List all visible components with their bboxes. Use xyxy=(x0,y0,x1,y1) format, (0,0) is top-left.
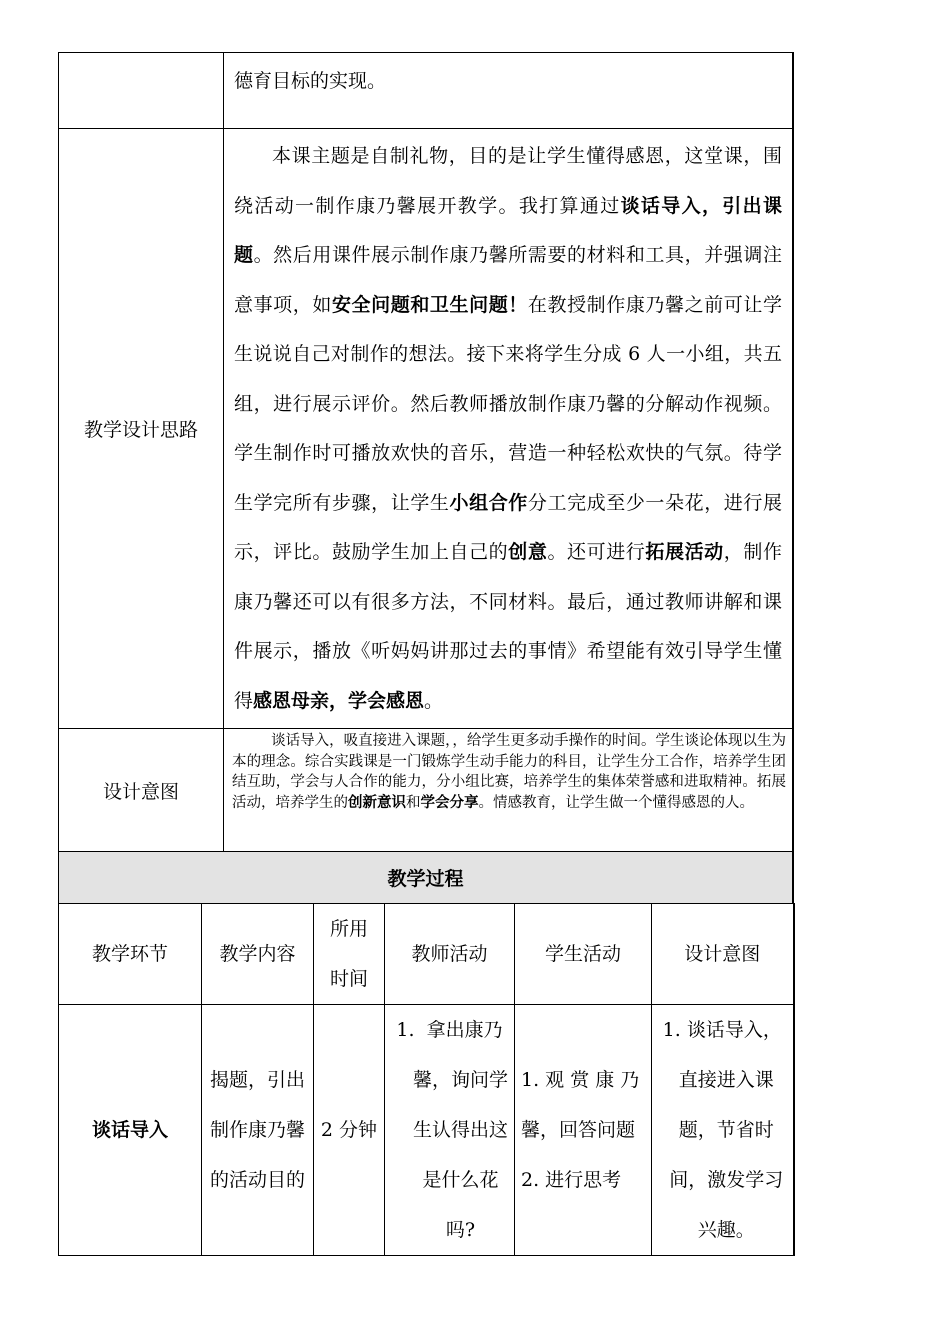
header-stage: 教学环节 xyxy=(59,904,202,1005)
design-thinking-segment: 感恩母亲，学会感恩 xyxy=(253,689,425,712)
design-thinking-segment: 在教授制作康乃馨之前可让学生说说自己对制作的想法。接下来将学生分成 6 人一小组，共五组，进行展示评价。然后教师播放制作康乃馨的分解动作视频。学生制作时可播放欢快的音乐，营造一种轻松欢快的气氛。待学生学完所有步骤，让学生 xyxy=(234,293,782,514)
row-moral-goal xyxy=(58,52,794,129)
intent-text xyxy=(652,1005,793,1255)
design-intent-segment: 。情感教育，让学生做一个懂得感恩的人。 xyxy=(478,794,754,811)
design-intent-segment: 创新意识 xyxy=(348,794,406,811)
row-label-empty xyxy=(59,53,224,128)
content-cell xyxy=(202,1005,314,1256)
teacher-item-text2: 馨，询问学生认得出这是什么花吗? xyxy=(413,1069,509,1241)
time-cell: 2 分钟 xyxy=(314,1005,385,1256)
design-thinking-segment: 。还可进行 xyxy=(547,541,646,563)
design-intent-segment: 谈话导入，吸直接进入课题，，给学生更多动手操作的时间。学生谈论体现以生为本的理念。综合实践课是一门锻炼学生动手能力的科目，让学生分工合作，培养学生团结互助，学会与人合作的能力，分小组比赛，培养学生的集体荣誉感和进取精神。拓展活动，培养学生的 xyxy=(232,733,786,811)
design-thinking-segment: 小组合作 xyxy=(449,491,528,514)
intent-line1: 1. 谈话导入， xyxy=(662,1019,782,1041)
row-design-thinking xyxy=(58,129,794,729)
design-thinking-paragraph xyxy=(234,132,782,726)
design-thinking-segment: 创意 xyxy=(508,541,548,563)
design-thinking-segment: 安全问题和卫生问题！ xyxy=(331,293,528,316)
design-thinking-segment: 。然后用课件展示制作康乃馨所需要的材料和工具，并强调注意事项，如 xyxy=(234,244,782,316)
teacher-cell xyxy=(385,1005,515,1256)
design-thinking-cell xyxy=(224,129,792,728)
design-thinking-segment: ，制作康乃馨还可以有很多方法，不同材料。最后，通过教师讲解和课件展示，播放《听妈妈讲那过去的事情》希望能有效引导学生懂得 xyxy=(234,541,782,712)
header-time-line2: 时间 xyxy=(329,968,368,990)
design-thinking-label: 教学设计思路 xyxy=(59,129,224,728)
process-header-row xyxy=(59,904,794,1005)
design-thinking-segment: 拓展活动 xyxy=(645,541,724,563)
row-design-intent xyxy=(58,729,794,852)
header-intent: 设计意图 xyxy=(652,904,794,1005)
design-intent-paragraph xyxy=(232,731,786,813)
teacher-item-text1: 拿出康乃 xyxy=(426,1019,503,1041)
teaching-process-banner: 教学过程 xyxy=(58,852,794,904)
header-time-line1: 所用 xyxy=(329,918,368,940)
design-thinking-segment: 。 xyxy=(424,689,444,712)
teacher-activity xyxy=(385,1005,514,1255)
top-table xyxy=(58,52,794,904)
table-row xyxy=(59,1005,794,1256)
teacher-item-number: 1. xyxy=(396,1019,415,1041)
design-thinking-segment: 谈话导入，引出课题 xyxy=(234,194,782,266)
student-cell xyxy=(515,1005,652,1256)
content-text: 揭题，引出制作康乃馨的活动目的 xyxy=(209,1069,305,1191)
intent-rest: 直接进入课题，节省时间，激发学习兴趣。 xyxy=(669,1069,784,1241)
header-student: 学生活动 xyxy=(515,904,652,1005)
header-content: 教学内容 xyxy=(202,904,314,1005)
design-intent-segment: 学会分享 xyxy=(420,794,479,811)
process-table xyxy=(58,903,795,1256)
design-intent-label: 设计意图 xyxy=(59,729,224,851)
student-activity xyxy=(515,1055,651,1205)
design-thinking-segment: 分工完成至少一朵花，进行展示，评比。鼓励学生加上自己的 xyxy=(234,491,782,563)
design-intent-cell xyxy=(224,729,792,851)
stage-cell: 谈话导入 xyxy=(59,1005,202,1256)
moral-goal-text: 德育目标的实现。 xyxy=(234,70,387,92)
intent-cell xyxy=(652,1005,794,1256)
design-thinking-segment: 本课主题是自制礼物，目的是让学生懂得感恩，这堂课，围绕活动一制作康乃馨展开教学。我打算通过 xyxy=(234,145,782,217)
header-time xyxy=(314,904,385,1005)
design-intent-segment: 和 xyxy=(406,794,421,811)
student-item-1: 1. 观 赏 康 乃 馨，回答问题 xyxy=(521,1069,640,1141)
header-teacher: 教师活动 xyxy=(385,904,515,1005)
student-item-2: 2. 进行思考 xyxy=(521,1169,622,1191)
